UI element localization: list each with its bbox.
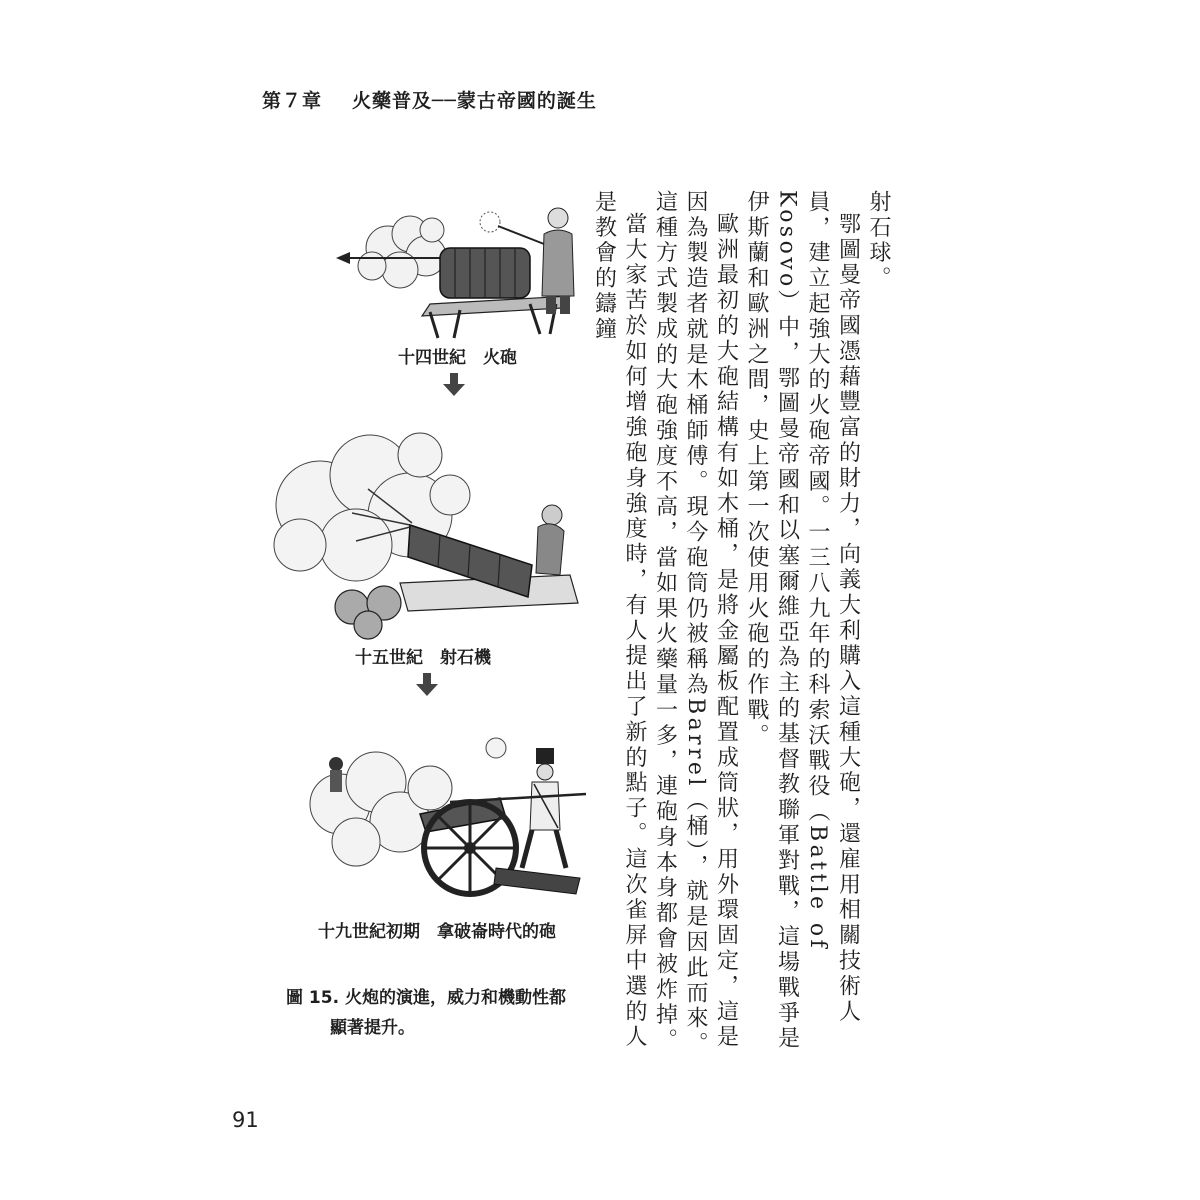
- figure-caption-line1: 圖 15. 火炮的演進，威力和機動性都: [286, 988, 566, 1008]
- paragraph: 鄂圖曼帝國憑藉豐富的財力，向義大利購入這種大砲，還雇用相關技術人員，建立起強大的火砲帝國。一三八九年的科索沃戰役（Battle of Kosovo）中，鄂圖曼帝國和以塞爾維亞為主的基督教聯軍對戰，這場戰爭是伊斯蘭和歐洲之間，史上第一次使用火砲的作戰。: [744, 190, 861, 1052]
- illustration-15th-century-bombard: [260, 415, 590, 640]
- figure-label-15th-century: 十五世紀 射石機: [355, 648, 491, 668]
- body-text: [591, 190, 893, 1070]
- illustration-14th-century-cannon: [330, 200, 590, 340]
- figure-caption-line2: 顯著提升。: [330, 1018, 415, 1038]
- figure-label-14th-century: 十四世紀 火砲: [398, 348, 517, 368]
- arrow-down-icon: [416, 673, 438, 697]
- figure-caption: [286, 983, 586, 1043]
- chapter-number: 第７章: [262, 90, 323, 112]
- paragraph: 射石球。: [866, 190, 891, 292]
- paragraph: 歐洲最初的大砲結構有如木桶，是將金屬板配置成筒狀，用外環固定，這是因為製造者就是木桶師傅。現今砲筒仍被稱為Barrel（桶），就是因此而來。這種方式製成的大砲強度不高，當如果火藥量一多，連砲身本身都會被炸掉。: [652, 190, 739, 1058]
- figure-label-19th-century: 十九世紀初期 拿破崙時代的砲: [318, 922, 556, 942]
- chapter-title: 火藥普及──蒙古帝國的誕生: [352, 90, 597, 112]
- running-header: [262, 86, 597, 113]
- page-number: 91: [232, 1108, 259, 1132]
- paragraph: 當大家苦於如何增強砲身強度時，有人提出了新的點子。這次雀屏中選的人是教會的鑄鐘: [591, 190, 647, 1051]
- arrow-down-icon: [443, 373, 465, 397]
- illustration-napoleonic-cannon: [300, 718, 590, 908]
